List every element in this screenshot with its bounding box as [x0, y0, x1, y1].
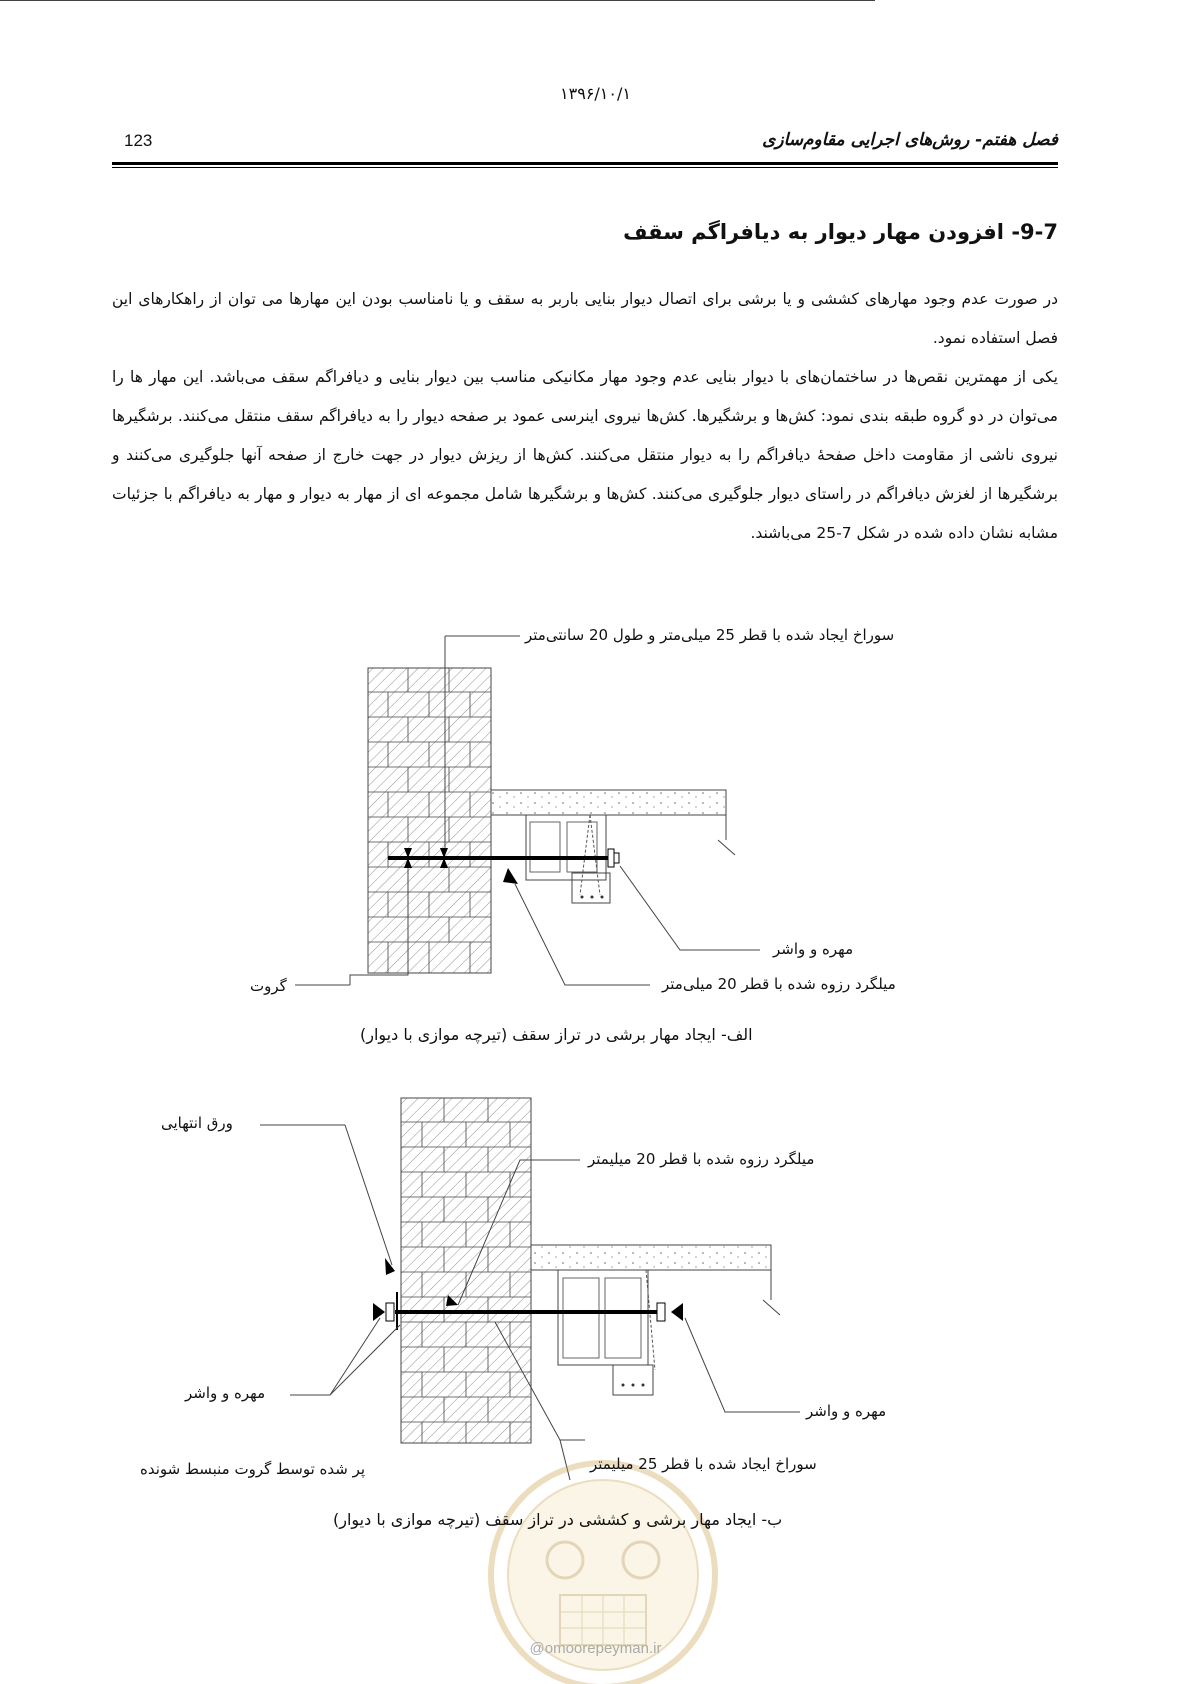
figure-b-label-nut-left: مهره و واشر — [185, 1384, 266, 1402]
figure-a-label-rod: میلگرد رزوه شده با قطر 20 میلی‌متر — [662, 975, 896, 993]
chapter-title: فصل هفتم- روش‌های اجرایی مقاوم‌سازی — [762, 130, 1058, 150]
paragraph-2: یکی از مهمترین نقص‌ها در ساختمان‌های با دیوار بنایی عدم وجود مهار مکانیکی مناسب بین دیوار بنایی و دیافراگم سقف می‌باشد. این مهار ها را می‌توان در دو گروه طبقه بندی نمود: کش‌ها و برشگیرها. کش‌ها نیروی اینرسی عمود بر صفحه دیوار را به دیافراگم سقف منتقل می‌کنند. برشگیرها نیروی ناشی از مقاومت داخل صفحهٔ دیافراگم را به دیوار منتقل می‌کنند. کش‌ها از ریزش دیوار در جهت خارج از صفحه آنها جلوگیری می‌کنند و برشگیرها از لغزش دیافراگم در راستای دیوار جلوگیری می‌کنند. کش‌ها و برشگیرها شامل مجموعه ای از مهار به دیوار و مهار به دیافراگم با جزئیات مشابه نشان داده شده در شکل 7-25 می‌باشند. — [112, 368, 1058, 542]
figure-a-brick-wall — [368, 668, 491, 973]
watermark-site-text: @omoorepeyman.ir — [529, 1640, 662, 1657]
figure-a-caption: الف- ایجاد مهار برشی در تراز سقف (تیرچه موازی با دیوار) — [360, 1025, 753, 1044]
figure-a-label-grout: گروت — [250, 977, 287, 995]
paragraph-1: در صورت عدم وجود مهارهای کششی و یا برشی برای اتصال دیوار بنایی باربر به سقف و یا نامناسب بودن این مهارها می توان از راهکارهای این فصل استفاده نمود. — [112, 290, 1058, 347]
figure-b-label-end-plate: ورق انتهایی — [161, 1114, 233, 1132]
figure-b-label-hole: سوراخ ایجاد شده با قطر 25 میلیمتر — [590, 1455, 817, 1473]
figure-a-slab — [491, 790, 735, 903]
figure-b-slab — [531, 1245, 780, 1395]
figure-a-label-nut: مهره و واشر — [773, 940, 854, 958]
page-number: 123 — [124, 131, 153, 150]
figure-a-label-hole: سوراخ ایجاد شده با قطر 25 میلی‌متر و طول 20 سانتی‌متر — [525, 626, 895, 644]
figure-b-caption: ب- ایجاد مهار برشی و کششی در تراز سقف (تیرچه موازی با دیوار) — [333, 1510, 783, 1529]
section-heading: 9-7- افزودن مهار دیوار به دیافراگم سقف — [623, 220, 1058, 244]
header-date: ۱۳۹۶/۱۰/۱ — [560, 84, 631, 103]
figure-a-drawing — [295, 636, 760, 985]
figure-b-label-nut-right: مهره و واشر — [806, 1402, 887, 1420]
figure-b-label-rod: میلگرد رزوه شده با قطر 20 میلیمتر — [588, 1150, 815, 1168]
figure-b-label-grout-fill: پر شده توسط گروت منبسط شونده — [140, 1460, 366, 1478]
figure-b-brick-wall — [401, 1098, 531, 1443]
